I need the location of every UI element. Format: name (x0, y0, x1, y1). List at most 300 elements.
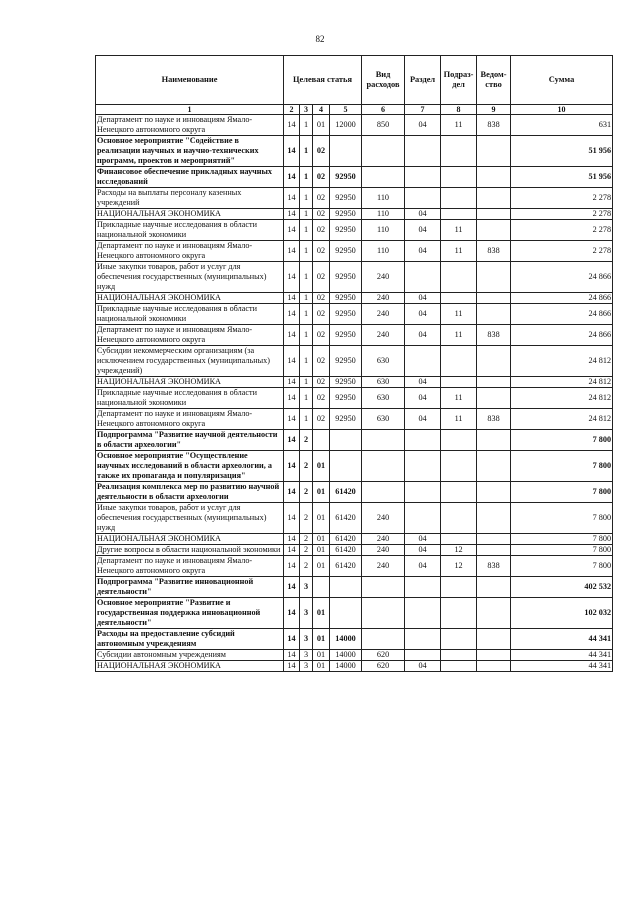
row-direction: 61420 (330, 503, 362, 534)
row-direction: 92950 (330, 409, 362, 430)
row-program: 14 (284, 451, 300, 482)
row-exp-type: 240 (362, 304, 405, 325)
row-section (405, 346, 441, 377)
row-exp-type (362, 598, 405, 629)
row-dept (477, 430, 511, 451)
row-section (405, 629, 441, 650)
row-name: Прикладные научные исследования в области национальной экономики (96, 304, 284, 325)
row-subsection: 12 (441, 545, 477, 556)
header-exp-type: Вид расходов (362, 56, 405, 105)
row-section: 04 (405, 534, 441, 545)
row-name: Основное мероприятие "Содействие в реализации научных и научно-технических программ, проектов и мероприятий" (96, 136, 284, 167)
row-name: Финансовое обеспечение прикладных научных исследований (96, 167, 284, 188)
row-subsection (441, 451, 477, 482)
row-program: 14 (284, 482, 300, 503)
table-row (96, 598, 613, 629)
table-row (96, 534, 613, 545)
row-subprogram: 3 (300, 629, 313, 650)
row-section: 04 (405, 115, 441, 136)
table-row (96, 188, 613, 209)
row-exp-type: 630 (362, 377, 405, 388)
row-direction: 92950 (330, 262, 362, 293)
row-direction: 61420 (330, 482, 362, 503)
row-name: Прикладные научные исследования в области национальной экономики (96, 220, 284, 241)
row-activity: 01 (313, 503, 330, 534)
row-sum: 44 341 (511, 629, 613, 650)
row-subprogram: 1 (300, 409, 313, 430)
table-row (96, 503, 613, 534)
table-row (96, 115, 613, 136)
row-name: Реализация комплекса мер по развитию научной деятельности в области археологии (96, 482, 284, 503)
row-dept: 838 (477, 325, 511, 346)
row-subprogram: 2 (300, 545, 313, 556)
row-direction: 92950 (330, 346, 362, 377)
row-subprogram: 1 (300, 325, 313, 346)
row-section (405, 650, 441, 661)
table-row (96, 241, 613, 262)
header-row (96, 56, 613, 105)
budget-table (95, 55, 613, 672)
row-dept (477, 482, 511, 503)
row-activity: 02 (313, 293, 330, 304)
row-exp-type (362, 577, 405, 598)
row-exp-type: 240 (362, 262, 405, 293)
row-sum: 7 800 (511, 545, 613, 556)
row-subsection (441, 136, 477, 167)
row-exp-type: 630 (362, 346, 405, 377)
row-exp-type (362, 451, 405, 482)
row-name: Основное мероприятие "Осуществление научных исследований в области археологии, а также их пропаганда и популяризация" (96, 451, 284, 482)
row-subsection (441, 534, 477, 545)
row-subsection (441, 188, 477, 209)
row-program: 14 (284, 556, 300, 577)
row-dept (477, 598, 511, 629)
col-number: 1 (96, 105, 284, 115)
row-subprogram: 2 (300, 534, 313, 545)
row-dept (477, 545, 511, 556)
row-subprogram: 1 (300, 346, 313, 377)
row-name: Другие вопросы в области национальной экономики (96, 545, 284, 556)
row-sum: 2 278 (511, 188, 613, 209)
row-activity: 01 (313, 451, 330, 482)
row-section: 04 (405, 409, 441, 430)
row-section: 04 (405, 377, 441, 388)
row-program: 14 (284, 409, 300, 430)
row-program: 14 (284, 220, 300, 241)
table-row (96, 325, 613, 346)
row-section: 04 (405, 241, 441, 262)
header-subsection: Подраз-дел (441, 56, 477, 105)
row-dept (477, 503, 511, 534)
row-dept (477, 661, 511, 672)
row-program: 14 (284, 388, 300, 409)
header-name: Наименование (96, 56, 284, 105)
row-dept (477, 220, 511, 241)
table-row (96, 430, 613, 451)
row-subprogram: 1 (300, 167, 313, 188)
row-dept: 838 (477, 115, 511, 136)
row-exp-type: 630 (362, 409, 405, 430)
row-name: Подпрограмма "Развитие научной деятельности в области археологии" (96, 430, 284, 451)
row-direction: 92950 (330, 209, 362, 220)
row-activity: 01 (313, 534, 330, 545)
row-program: 14 (284, 650, 300, 661)
row-exp-type: 240 (362, 325, 405, 346)
row-exp-type: 620 (362, 661, 405, 672)
row-activity: 02 (313, 167, 330, 188)
table-row (96, 629, 613, 650)
row-subsection: 11 (441, 115, 477, 136)
row-direction: 92950 (330, 325, 362, 346)
row-program: 14 (284, 209, 300, 220)
row-name: Субсидии некоммерческим организациям (за исключением государственных (муниципальных) учреждений) (96, 346, 284, 377)
row-subsection (441, 577, 477, 598)
col-number: 4 (313, 105, 330, 115)
row-section (405, 167, 441, 188)
table-row (96, 482, 613, 503)
row-dept (477, 262, 511, 293)
row-activity (313, 577, 330, 598)
row-program: 14 (284, 545, 300, 556)
row-sum: 24 866 (511, 262, 613, 293)
row-sum: 44 341 (511, 650, 613, 661)
row-name: Департамент по науке и инновациям Ямало-Ненецкого автономного округа (96, 556, 284, 577)
row-name: Иные закупки товаров, работ и услуг для обеспечения государственных (муниципальных) нужд (96, 262, 284, 293)
row-dept (477, 650, 511, 661)
row-program: 14 (284, 325, 300, 346)
row-name: Департамент по науке и инновациям Ямало-Ненецкого автономного округа (96, 115, 284, 136)
row-activity: 02 (313, 409, 330, 430)
row-dept (477, 209, 511, 220)
row-program: 14 (284, 598, 300, 629)
row-name: НАЦИОНАЛЬНАЯ ЭКОНОМИКА (96, 377, 284, 388)
row-direction: 61420 (330, 556, 362, 577)
row-sum: 2 278 (511, 241, 613, 262)
row-subsection (441, 293, 477, 304)
row-activity: 01 (313, 661, 330, 672)
row-dept (477, 377, 511, 388)
row-exp-type (362, 629, 405, 650)
row-subsection: 11 (441, 304, 477, 325)
row-name: НАЦИОНАЛЬНАЯ ЭКОНОМИКА (96, 293, 284, 304)
row-name: Расходы на предоставление субсидий автономным учреждениям (96, 629, 284, 650)
row-dept: 838 (477, 556, 511, 577)
row-exp-type: 620 (362, 650, 405, 661)
row-subprogram: 2 (300, 482, 313, 503)
row-name: НАЦИОНАЛЬНАЯ ЭКОНОМИКА (96, 661, 284, 672)
table-row (96, 388, 613, 409)
row-section: 04 (405, 556, 441, 577)
row-program: 14 (284, 115, 300, 136)
row-exp-type: 240 (362, 534, 405, 545)
row-dept (477, 304, 511, 325)
row-sum: 24 866 (511, 304, 613, 325)
row-program: 14 (284, 188, 300, 209)
row-activity: 02 (313, 241, 330, 262)
row-subprogram: 3 (300, 577, 313, 598)
row-dept (477, 388, 511, 409)
row-activity: 02 (313, 188, 330, 209)
row-direction: 92950 (330, 241, 362, 262)
row-name: НАЦИОНАЛЬНАЯ ЭКОНОМИКА (96, 209, 284, 220)
row-subsection: 11 (441, 241, 477, 262)
row-subprogram: 1 (300, 209, 313, 220)
row-dept (477, 629, 511, 650)
row-exp-type: 110 (362, 209, 405, 220)
row-direction: 92950 (330, 220, 362, 241)
row-activity: 01 (313, 545, 330, 556)
row-name: Основное мероприятие "Развитие и государственная поддержка инновационной деятельности" (96, 598, 284, 629)
row-direction: 61420 (330, 545, 362, 556)
row-sum: 102 032 (511, 598, 613, 629)
row-subsection (441, 209, 477, 220)
row-activity: 02 (313, 209, 330, 220)
row-subsection (441, 661, 477, 672)
row-sum: 631 (511, 115, 613, 136)
row-name: Департамент по науке и инновациям Ямало-Ненецкого автономного округа (96, 325, 284, 346)
row-subsection (441, 482, 477, 503)
row-subprogram: 1 (300, 115, 313, 136)
col-number: 2 (284, 105, 300, 115)
header-section: Раздел (405, 56, 441, 105)
row-activity (313, 430, 330, 451)
col-number: 3 (300, 105, 313, 115)
row-section: 04 (405, 304, 441, 325)
row-subprogram: 2 (300, 556, 313, 577)
row-dept (477, 188, 511, 209)
row-direction: 92950 (330, 388, 362, 409)
row-subsection (441, 377, 477, 388)
row-sum: 24 866 (511, 293, 613, 304)
row-sum: 7 800 (511, 534, 613, 545)
row-exp-type: 110 (362, 188, 405, 209)
row-section (405, 598, 441, 629)
row-subsection: 12 (441, 556, 477, 577)
row-dept: 838 (477, 409, 511, 430)
row-direction: 92950 (330, 304, 362, 325)
row-program: 14 (284, 377, 300, 388)
row-program: 14 (284, 262, 300, 293)
row-direction (330, 577, 362, 598)
row-dept (477, 451, 511, 482)
row-activity: 01 (313, 598, 330, 629)
row-direction (330, 451, 362, 482)
row-program: 14 (284, 241, 300, 262)
row-section: 04 (405, 661, 441, 672)
row-name: Иные закупки товаров, работ и услуг для обеспечения государственных (муниципальных) нужд (96, 503, 284, 534)
row-section (405, 136, 441, 167)
col-number: 8 (441, 105, 477, 115)
row-program: 14 (284, 534, 300, 545)
table-row (96, 661, 613, 672)
row-name: Субсидии автономным учреждениям (96, 650, 284, 661)
row-subsection (441, 629, 477, 650)
row-activity: 02 (313, 377, 330, 388)
header-dept: Ведом-ство (477, 56, 511, 105)
row-dept (477, 136, 511, 167)
row-program: 14 (284, 293, 300, 304)
row-exp-type: 240 (362, 293, 405, 304)
row-direction (330, 430, 362, 451)
row-program: 14 (284, 503, 300, 534)
row-subprogram: 2 (300, 503, 313, 534)
row-subprogram: 3 (300, 650, 313, 661)
row-activity: 01 (313, 556, 330, 577)
row-dept (477, 534, 511, 545)
row-subsection: 11 (441, 220, 477, 241)
row-activity: 01 (313, 482, 330, 503)
row-subsection (441, 503, 477, 534)
row-subprogram: 3 (300, 661, 313, 672)
row-sum: 24 812 (511, 346, 613, 377)
table-row (96, 556, 613, 577)
row-activity: 02 (313, 220, 330, 241)
row-program: 14 (284, 136, 300, 167)
table-row (96, 167, 613, 188)
row-program: 14 (284, 346, 300, 377)
row-dept (477, 293, 511, 304)
row-direction: 92950 (330, 167, 362, 188)
row-dept (477, 167, 511, 188)
row-exp-type: 630 (362, 388, 405, 409)
row-sum: 24 812 (511, 409, 613, 430)
row-subprogram: 2 (300, 451, 313, 482)
row-dept: 838 (477, 241, 511, 262)
row-subsection (441, 167, 477, 188)
row-activity: 01 (313, 115, 330, 136)
row-subsection: 11 (441, 325, 477, 346)
row-subsection (441, 346, 477, 377)
row-subprogram: 1 (300, 136, 313, 167)
row-sum: 24 812 (511, 377, 613, 388)
table-row (96, 577, 613, 598)
row-activity: 02 (313, 136, 330, 167)
table-row (96, 209, 613, 220)
row-name: НАЦИОНАЛЬНАЯ ЭКОНОМИКА (96, 534, 284, 545)
row-section (405, 503, 441, 534)
row-section (405, 451, 441, 482)
row-direction (330, 136, 362, 167)
row-subsection (441, 650, 477, 661)
row-subsection (441, 262, 477, 293)
row-section: 04 (405, 388, 441, 409)
row-sum: 7 800 (511, 430, 613, 451)
row-sum: 2 278 (511, 209, 613, 220)
row-subsection: 11 (441, 409, 477, 430)
row-program: 14 (284, 629, 300, 650)
row-program: 14 (284, 430, 300, 451)
row-section (405, 188, 441, 209)
row-direction: 92950 (330, 377, 362, 388)
row-subprogram: 3 (300, 598, 313, 629)
header-target: Целевая статья (284, 56, 362, 105)
row-sum: 24 866 (511, 325, 613, 346)
row-activity: 01 (313, 629, 330, 650)
row-direction: 12000 (330, 115, 362, 136)
row-exp-type: 110 (362, 241, 405, 262)
row-exp-type: 240 (362, 556, 405, 577)
row-subsection (441, 598, 477, 629)
row-direction: 14000 (330, 650, 362, 661)
table-row (96, 451, 613, 482)
row-section (405, 262, 441, 293)
row-program: 14 (284, 304, 300, 325)
row-section: 04 (405, 325, 441, 346)
col-number: 7 (405, 105, 441, 115)
row-direction: 92950 (330, 188, 362, 209)
row-section (405, 577, 441, 598)
row-exp-type: 110 (362, 220, 405, 241)
row-program: 14 (284, 577, 300, 598)
row-subprogram: 1 (300, 241, 313, 262)
row-section (405, 482, 441, 503)
page-number: 82 (315, 34, 325, 44)
col-number: 5 (330, 105, 362, 115)
row-sum: 2 278 (511, 220, 613, 241)
table-row (96, 545, 613, 556)
col-number: 9 (477, 105, 511, 115)
row-section: 04 (405, 220, 441, 241)
row-subprogram: 1 (300, 188, 313, 209)
row-activity: 02 (313, 262, 330, 293)
row-subprogram: 1 (300, 220, 313, 241)
row-subprogram: 1 (300, 293, 313, 304)
row-activity: 02 (313, 388, 330, 409)
row-subsection (441, 430, 477, 451)
row-direction (330, 598, 362, 629)
row-section: 04 (405, 209, 441, 220)
column-number-row (96, 105, 613, 115)
row-exp-type (362, 430, 405, 451)
row-subprogram: 2 (300, 430, 313, 451)
row-name: Расходы на выплаты персоналу казенных учреждений (96, 188, 284, 209)
header-sum: Сумма (511, 56, 613, 105)
row-activity: 02 (313, 346, 330, 377)
table-row (96, 346, 613, 377)
row-direction: 61420 (330, 534, 362, 545)
row-activity: 02 (313, 304, 330, 325)
row-sum: 402 532 (511, 577, 613, 598)
row-exp-type: 240 (362, 545, 405, 556)
col-number: 10 (511, 105, 613, 115)
table-row (96, 650, 613, 661)
row-sum: 7 800 (511, 451, 613, 482)
table-row (96, 409, 613, 430)
row-subprogram: 1 (300, 304, 313, 325)
row-sum: 7 800 (511, 556, 613, 577)
table-row (96, 304, 613, 325)
row-name: Прикладные научные исследования в области национальной экономики (96, 388, 284, 409)
table-row (96, 377, 613, 388)
row-section: 04 (405, 545, 441, 556)
row-activity: 01 (313, 650, 330, 661)
row-name: Подпрограмма "Развитие инновационной деятельности" (96, 577, 284, 598)
row-dept (477, 577, 511, 598)
row-direction: 92950 (330, 293, 362, 304)
row-program: 14 (284, 661, 300, 672)
row-subprogram: 1 (300, 262, 313, 293)
table-row (96, 293, 613, 304)
row-sum: 44 341 (511, 661, 613, 672)
col-number: 6 (362, 105, 405, 115)
table-row (96, 220, 613, 241)
row-subprogram: 1 (300, 377, 313, 388)
row-name: Департамент по науке и инновациям Ямало-Ненецкого автономного округа (96, 409, 284, 430)
row-direction: 14000 (330, 661, 362, 672)
row-sum: 51 956 (511, 167, 613, 188)
row-activity: 02 (313, 325, 330, 346)
table-row (96, 136, 613, 167)
